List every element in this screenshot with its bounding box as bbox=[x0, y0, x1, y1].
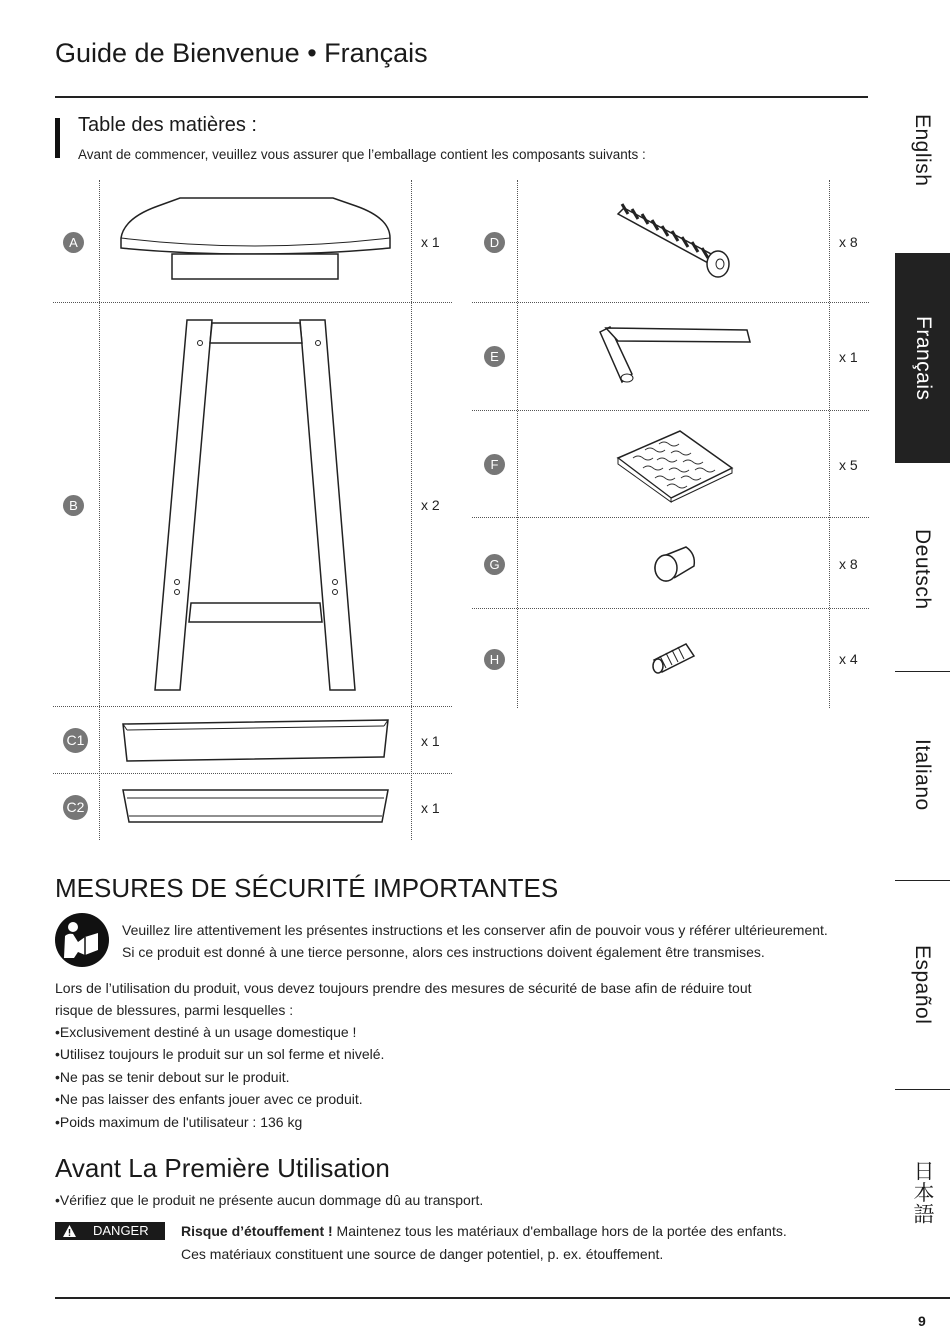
grid-line bbox=[472, 608, 869, 609]
risk-bold-label: Risque d’étouffement ! bbox=[181, 1223, 333, 1239]
page-title: Guide de Bienvenue • Français bbox=[55, 38, 428, 68]
language-tab-espanol[interactable] bbox=[894, 932, 950, 1037]
language-tab-label: Français bbox=[912, 315, 935, 401]
leg-frame-illustration bbox=[150, 315, 365, 695]
part-qty-c1: x 1 bbox=[421, 733, 440, 749]
language-tab-label: 日本語 bbox=[911, 1160, 934, 1225]
safety-bullet: • Ne pas laisser des enfants jouer avec ce produit. bbox=[55, 1088, 363, 1110]
header-rule bbox=[55, 96, 868, 98]
language-tab-japanese[interactable] bbox=[894, 1155, 950, 1230]
part-label-h: H bbox=[484, 649, 505, 670]
part-qty-d: x 8 bbox=[839, 234, 858, 250]
read-instructions-line1: Veuillez lire attentivement les présentes instructions et les conserver afin de pouvoir vous y référer ultérieurement. bbox=[122, 922, 828, 938]
part-qty-b: x 2 bbox=[421, 497, 440, 513]
footer-rule bbox=[55, 1297, 950, 1299]
crossbar-c1-illustration bbox=[120, 718, 392, 764]
toc-title: Table des matières : bbox=[78, 114, 257, 136]
felt-pad-illustration bbox=[615, 428, 735, 503]
language-divider bbox=[895, 1089, 950, 1090]
safety-bullet: • Ne pas se tenir debout sur le produit. bbox=[55, 1066, 289, 1088]
danger-badge bbox=[55, 1222, 165, 1240]
first-use-bullet: • Vérifiez que le produit ne présente aucun dommage dû au transport. bbox=[55, 1189, 483, 1211]
grid-line bbox=[829, 180, 830, 708]
grid-line bbox=[472, 302, 869, 303]
risk-line1 bbox=[181, 1220, 787, 1242]
part-qty-g: x 8 bbox=[839, 556, 858, 572]
safety-heading: MESURES DE SÉCURITÉ IMPORTANTES bbox=[55, 873, 559, 903]
grid-line bbox=[53, 706, 452, 707]
part-label-b: B bbox=[63, 495, 84, 516]
language-tab-label: Español bbox=[911, 944, 934, 1025]
page-number: 9 bbox=[918, 1313, 926, 1329]
warning-triangle-icon bbox=[62, 1224, 77, 1238]
first-use-heading: Avant La Première Utilisation bbox=[55, 1153, 390, 1183]
safety-bullet: • Poids maximum de l'utilisateur : 136 kg bbox=[55, 1111, 302, 1133]
language-tab-deutsch[interactable] bbox=[894, 514, 950, 624]
seat-illustration bbox=[118, 196, 393, 286]
danger-label: DANGER bbox=[93, 1223, 149, 1238]
language-tab-label: English bbox=[911, 113, 934, 187]
dowel-illustration bbox=[648, 640, 698, 676]
language-divider bbox=[895, 880, 950, 881]
risk-text: Maintenez tous les matériaux d'emballage hors de la portée des enfants. bbox=[332, 1223, 787, 1239]
part-qty-e: x 1 bbox=[839, 349, 858, 365]
risk-line2: Ces matériaux constituent une source de danger potentiel, p. ex. étouffement. bbox=[181, 1246, 664, 1262]
safety-bullet: • Exclusivement destiné à un usage domestique ! bbox=[55, 1021, 356, 1043]
part-label-c2: C2 bbox=[63, 795, 88, 820]
grid-line bbox=[517, 180, 518, 708]
section-bar bbox=[55, 118, 60, 158]
grid-line bbox=[472, 410, 869, 411]
safety-intro-line2: risque de blessures, parmi lesquelles : bbox=[55, 1002, 294, 1018]
toc-subtitle: Avant de commencer, veuillez vous assurer que l’emballage contient les composants suivants : bbox=[78, 147, 646, 162]
language-tab-english[interactable] bbox=[894, 100, 950, 200]
language-tab-label: Italiano bbox=[911, 739, 934, 811]
crossbar-c2-illustration bbox=[120, 786, 392, 828]
part-label-e: E bbox=[484, 346, 505, 367]
language-divider bbox=[895, 671, 950, 672]
part-label-c1: C1 bbox=[63, 728, 88, 753]
allen-key-illustration bbox=[592, 324, 754, 386]
grid-line bbox=[472, 517, 869, 518]
language-tab-italiano[interactable] bbox=[894, 725, 950, 825]
bolt-illustration bbox=[612, 198, 737, 280]
part-qty-c2: x 1 bbox=[421, 800, 440, 816]
floor-cap-illustration bbox=[650, 542, 698, 584]
part-qty-a: x 1 bbox=[421, 234, 440, 250]
grid-line bbox=[411, 180, 412, 840]
safety-intro-line1: Lors de l’utilisation du produit, vous devez toujours prendre des mesures de sécurité de base afin de réduire tout bbox=[55, 980, 752, 996]
part-label-f: F bbox=[484, 454, 505, 475]
grid-line bbox=[53, 302, 452, 303]
read-instructions-line2: Si ce produit est donné à une tierce personne, alors ces instructions doivent également être transmises. bbox=[122, 944, 765, 960]
part-qty-h: x 4 bbox=[839, 651, 858, 667]
language-tab-francais[interactable] bbox=[895, 253, 950, 463]
grid-line bbox=[53, 773, 452, 774]
part-label-a: A bbox=[63, 232, 84, 253]
part-label-g: G bbox=[484, 554, 505, 575]
read-manual-icon bbox=[54, 912, 110, 968]
part-label-d: D bbox=[484, 232, 505, 253]
grid-line bbox=[99, 180, 100, 840]
safety-bullet: • Utilisez toujours le produit sur un sol ferme et nivelé. bbox=[55, 1043, 384, 1065]
language-tab-label: Deutsch bbox=[911, 528, 934, 610]
part-qty-f: x 5 bbox=[839, 457, 858, 473]
